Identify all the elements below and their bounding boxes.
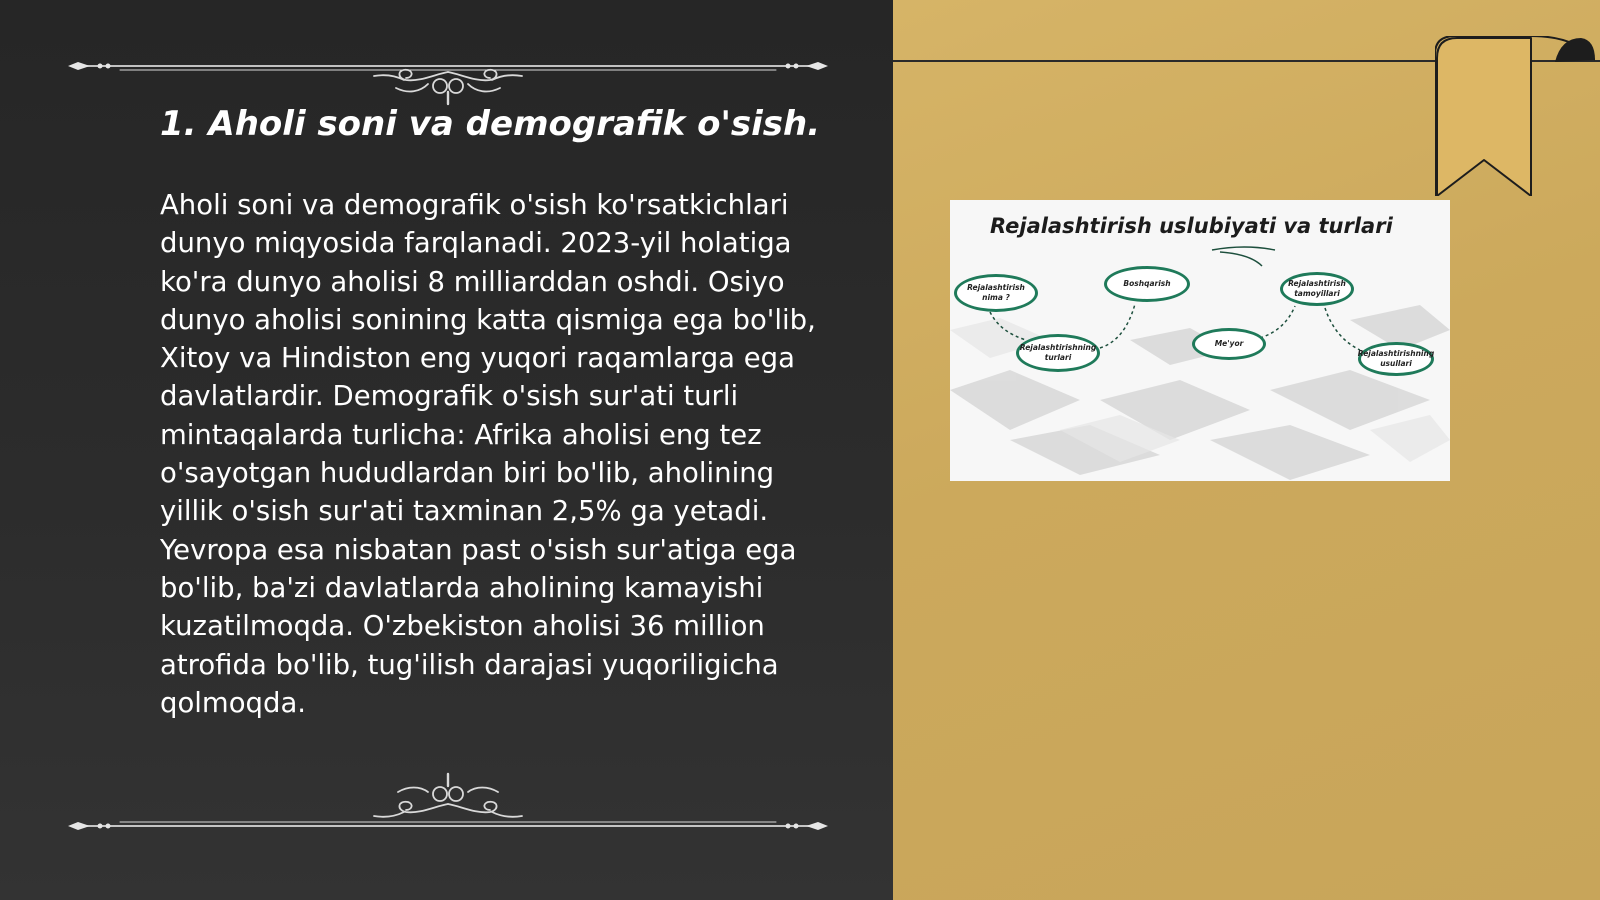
image-title: Rejalashtirish uslubiyati va turlari <box>990 214 1393 238</box>
ornamental-border-icon <box>68 46 828 106</box>
ornamental-border-icon <box>68 772 828 832</box>
body-text: Aholi soni va demografik o'sish ko'rsatkichlari dunyo miqyosida farqlanadi. 2023-yil holatiga ko'ra dunyo aholisi 8 milliarddan oshdi. Osiyo dunyo aholisi sonining katta qismiga ega bo'lib, Xitoy va Hindiston eng yuqori raqamlarga ega davlatlardir. Demografik o'sish sur'ati turli mintaqalarda turlicha: Afrika aholisi eng tez o'sayotgan hududlardan biri bo'lib, aholining yillik o'sish sur'ati taxminan 2,5% ga yetadi. Yevropa esa nisbatan past o'sish sur'atiga ega bo'lib, ba'zi davlatlarda aholining kamayishi kuzatilmoqda. O'zbekiston aholisi 36 million atrofida bo'lib, tug'ilish darajasi yuqoriligicha qolmoqda. <box>160 189 816 719</box>
mindmap-node: Rejalashtirishning usullari <box>1358 342 1434 376</box>
mindmap-node: Rejalashtirish nima ? <box>954 274 1038 312</box>
bookmark-ribbon-icon <box>1435 36 1595 196</box>
mindmap-node: Rejalashtirish tamoyillari <box>1280 272 1354 306</box>
mindmap-node: Me'yor <box>1192 328 1266 360</box>
mindmap-node: Boshqarish <box>1104 266 1190 302</box>
mindmap-image <box>950 200 1450 481</box>
mindmap-node: Rejalashtirishning turlari <box>1016 334 1100 372</box>
slide-title: 1. Aholi soni va demografik o'sish. <box>160 104 821 144</box>
